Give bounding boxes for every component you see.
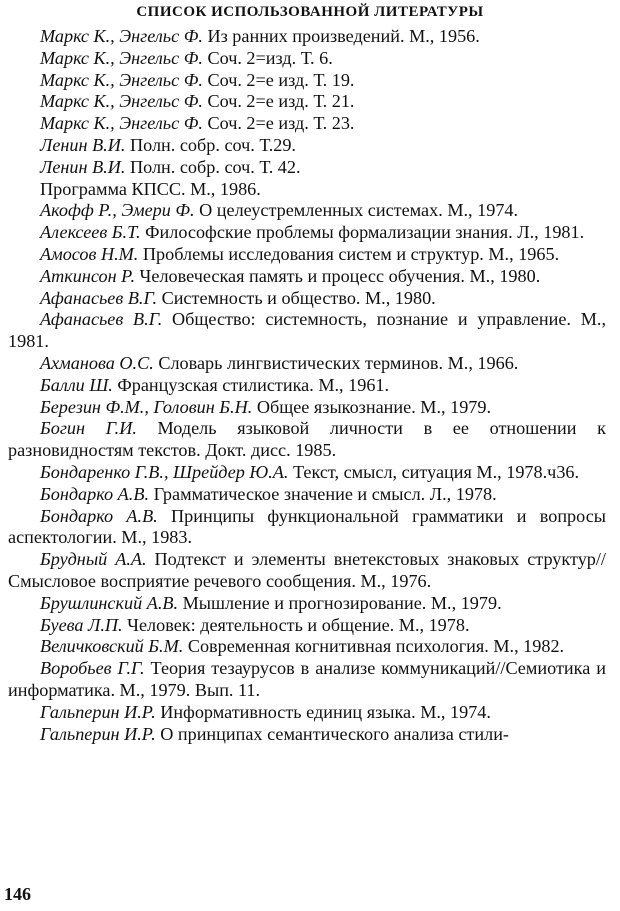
entry-author: Алексеев Б.Т. xyxy=(40,222,141,243)
entry-text: О принципах семантического анализа стили- xyxy=(155,723,509,744)
bibliography-entry xyxy=(8,288,606,310)
entry-author: Афанасьев В.Г. xyxy=(40,287,158,308)
entry-text: Проблемы исследования систем и структур. М., 1965. xyxy=(138,243,560,264)
page-heading: СПИСОК ИСПОЛЬЗОВАННОЙ ЛИТЕРАТУРЫ xyxy=(136,4,484,20)
bibliography-entry xyxy=(8,309,606,353)
bibliography-entry xyxy=(8,506,606,550)
bibliography-entry xyxy=(8,484,606,506)
entry-author: Гальперин И.Р. xyxy=(40,723,156,744)
entry-text: Общество: системность, познание и управление. М., 1981. xyxy=(8,309,606,352)
bibliography-entry xyxy=(8,462,606,484)
entry-text: Полн. собр. соч. Т.29. xyxy=(125,134,296,155)
bibliography-entry xyxy=(8,353,606,375)
bibliography-entry xyxy=(8,397,606,419)
entry-text: Соч. 2=е изд. Т. 19. xyxy=(202,69,355,90)
bibliography-entry xyxy=(8,418,606,462)
entry-author: Бондарко А.В. xyxy=(40,483,150,504)
entry-text: Системность и общество. М., 1980. xyxy=(157,287,436,308)
bibliography-entry xyxy=(8,135,606,157)
entry-text: Программа КПСС. М., 1986. xyxy=(40,178,261,199)
entry-text: Полн. собр. соч. Т. 42. xyxy=(125,156,301,177)
entry-author: Богин Г.И. xyxy=(40,418,137,439)
entry-text: Из ранних произведений. М., 1956. xyxy=(202,26,480,46)
bibliography-list xyxy=(8,26,606,745)
bibliography-entry xyxy=(8,200,606,222)
entry-author: Березин Ф.М., Головин Б.Н. xyxy=(40,396,253,417)
entry-author: Гальперин И.Р. xyxy=(40,701,156,722)
entry-text: Человеческая память и процесс обучения. М., 1980. xyxy=(135,265,541,286)
entry-author: Ленин В.И. xyxy=(40,134,126,155)
entry-author: Балли Ш. xyxy=(40,374,113,395)
entry-author: Бондарко А.В. xyxy=(40,505,158,526)
bibliography-entry xyxy=(8,91,606,113)
entry-author: Амосов Н.М. xyxy=(40,243,139,264)
entry-text: Информативность единиц языка. М., 1974. xyxy=(155,701,491,722)
entry-author: Брушлинский А.В. xyxy=(40,592,179,613)
bibliography-entry xyxy=(8,157,606,179)
entry-author: Маркс К., Энгельс Ф. xyxy=(40,47,203,68)
entry-author: Брудный А.А. xyxy=(40,549,147,570)
entry-author: Маркс К., Энгельс Ф. xyxy=(40,113,203,134)
entry-text: Человек: деятельность и общение. М., 1978. xyxy=(122,614,470,635)
entry-text: Соч. 2=е изд. Т. 23. xyxy=(202,113,355,134)
entry-text: Текст, смысл, ситуация М., 1978.ч36. xyxy=(288,461,580,482)
entry-author: Воробьев Г.Г. xyxy=(40,658,145,679)
bibliography-entry xyxy=(8,658,606,702)
entry-text: Общее языкознание. М., 1979. xyxy=(252,396,492,417)
entry-author: Величковский Б.М. xyxy=(40,636,184,657)
bibliography-entry xyxy=(8,70,606,92)
page-number: 146 xyxy=(4,884,31,904)
bibliography-entry xyxy=(8,26,606,48)
bibliography-entry xyxy=(8,179,606,201)
entry-author: Аткинсон Р. xyxy=(40,265,135,286)
entry-text: Модель языковой личности в ее отношении к разновидностям текстов. Докт. дисс. 1985. xyxy=(8,418,607,461)
bibliography-entry xyxy=(8,615,606,637)
bibliography-entry xyxy=(8,724,606,746)
bibliography-entry xyxy=(8,48,606,70)
bibliography-entry xyxy=(8,702,606,724)
entry-text: Французская стилистика. М., 1961. xyxy=(112,374,390,395)
bibliography-entry xyxy=(8,375,606,397)
entry-author: Афанасьев В.Г. xyxy=(40,309,163,330)
entry-author: Маркс К., Энгельс Ф. xyxy=(40,26,203,46)
entry-author: Бондаренко Г.В., Шрейдер Ю.А. xyxy=(40,461,289,482)
entry-text: Словарь лингвистических терминов. М., 1966. xyxy=(153,352,519,373)
bibliography-entry xyxy=(8,636,606,658)
bibliography-entry xyxy=(8,222,606,244)
entry-text: Теория тезаурусов в анализе коммуникаций//Семиотика и информатика. М., 1979. Вып. 11. xyxy=(8,658,607,700)
entry-text: Современная когнитивная психология. М., 1982. xyxy=(183,636,565,657)
entry-text: Соч. 2=е изд. Т. 21. xyxy=(202,91,355,112)
entry-author: Маркс К., Энгельс Ф. xyxy=(40,69,203,90)
entry-author: Маркс К., Энгельс Ф. xyxy=(40,91,203,112)
bibliography-entry xyxy=(8,244,606,266)
entry-text: Принципы функциональной грамматики и вопросы аспектологии. М., 1983. xyxy=(8,505,606,548)
entry-author: Ахманова О.С. xyxy=(40,352,154,373)
entry-author: Акофф Р., Эмери Ф. xyxy=(40,200,195,221)
bibliography-entry xyxy=(8,113,606,135)
entry-text: Соч. 2=изд. Т. 6. xyxy=(202,47,333,68)
entry-author: Буева Л.П. xyxy=(40,614,123,635)
entry-text: О целеустремленных системах. М., 1974. xyxy=(194,200,519,221)
entry-text: Мышление и прогнозирование. М., 1979. xyxy=(178,592,502,613)
bibliography-entry xyxy=(8,549,606,593)
bibliography-entry xyxy=(8,266,606,288)
entry-text: Грамматическое значение и смысл. Л., 1978. xyxy=(149,483,497,504)
bibliography-entry xyxy=(8,593,606,615)
entry-text: Подтекст и элементы внетекстовых знаковых структур//Смысловое восприятие речевого сообщения. М., 1976. xyxy=(8,549,606,591)
entry-text: Философские проблемы формализации знания. Л., 1981. xyxy=(140,222,585,243)
entry-author: Ленин В.И. xyxy=(40,156,126,177)
